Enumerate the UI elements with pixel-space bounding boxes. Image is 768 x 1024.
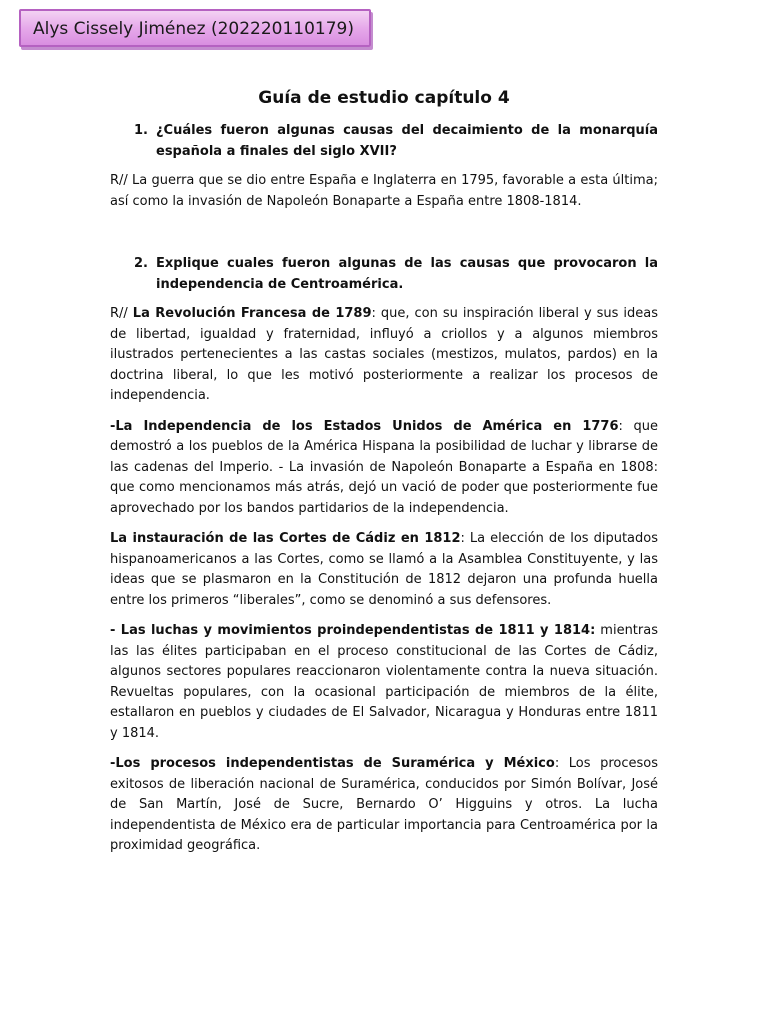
question-text: ¿Cuáles fueron algunas causas del decaimiento de la monarquía española a finales del siglo XVII?	[156, 123, 658, 159]
answer-paragraph	[110, 529, 658, 611]
student-name-label: Alys Cissely Jiménez (202220110179)	[19, 9, 371, 47]
cause-heading: La Revolución Francesa de 1789	[132, 306, 372, 321]
question-1	[110, 121, 658, 162]
answer-1: R// La guerra que se dio entre España e Inglaterra en 1795, favorable a esta última; así como la invasión de Napoleón Bonaparte a España entre 1808-1814.	[110, 173, 658, 209]
question-number: 2.	[134, 256, 148, 271]
question-number: 1.	[134, 123, 148, 138]
cause-heading: - Las luchas y movimientos proindependentistas de 1811 y 1814:	[110, 623, 596, 638]
cause-heading: -Los procesos independentistas de Suramérica y México	[110, 756, 555, 771]
cause-text: : que, con su inspiración liberal y sus ideas de libertad, igualdad y fraternidad, influyó a criollos y a algunos miembros ilustrados pertenecientes a las castas sociales (mestizos, mulatos, pardos) en la doctrina liberal, lo que les motivó posteriormente a realizar los procesos de independencia.	[110, 306, 659, 403]
question-2	[110, 254, 658, 295]
cause-text: : La elección de los diputados hispanoamericanos a las Cortes, como se llamó a la Asamblea Constituyente, y las ideas que se plasmaron en la Constitución de 1812 dejaron una profunda huella entre los primeros “liberales”, como se denominó a sus defensores.	[110, 531, 658, 608]
cause-text: : Los procesos exitosos de liberación nacional de Suramérica, conducidos por Simón Bolívar, José de San Martín, José de Sucre, Bernardo O’ Higguins y otros. La lucha independentista de México era de particular importancia para Centroamérica por la proximidad geográfica.	[110, 756, 658, 853]
cause-text: mientras las las élites participaban en el proceso constitucional de las Cortes de Cádiz, algunos sectores populares reaccionaron violentamente contra la nueva situación. Revueltas populares, con la ocasional participación de miembros de la élite, estallaron en pueblos y ciudades de El Salvador, Nicaragua y Honduras entre 1811 y 1814.	[110, 623, 658, 741]
answer-paragraph	[110, 304, 658, 407]
answer-prefix: R//	[110, 306, 133, 321]
answer-paragraph	[110, 621, 658, 744]
document-body	[110, 121, 658, 857]
document-title: Guía de estudio capítulo 4	[258, 88, 510, 108]
question-text: Explique cuales fueron algunas de las causas que provocaron la independencia de Centroamérica.	[156, 256, 658, 292]
answer-paragraph	[110, 754, 658, 857]
cause-text: : que demostró a los pueblos de la América Hispana la posibilidad de luchar y librarse de las cadenas del Imperio. - La invasión de Napoleón Bonaparte a España en 1808: que como mencionamos más atrás, dejó un vació de poder que posteriormente fue aprovechado por los bandos partidarios de la independencia.	[110, 418, 658, 516]
answer-paragraph	[110, 417, 658, 520]
cause-heading: La instauración de las Cortes de Cádiz en 1812	[110, 531, 461, 546]
cause-heading: -La Independencia de los Estados Unidos de América en 1776	[110, 418, 619, 434]
